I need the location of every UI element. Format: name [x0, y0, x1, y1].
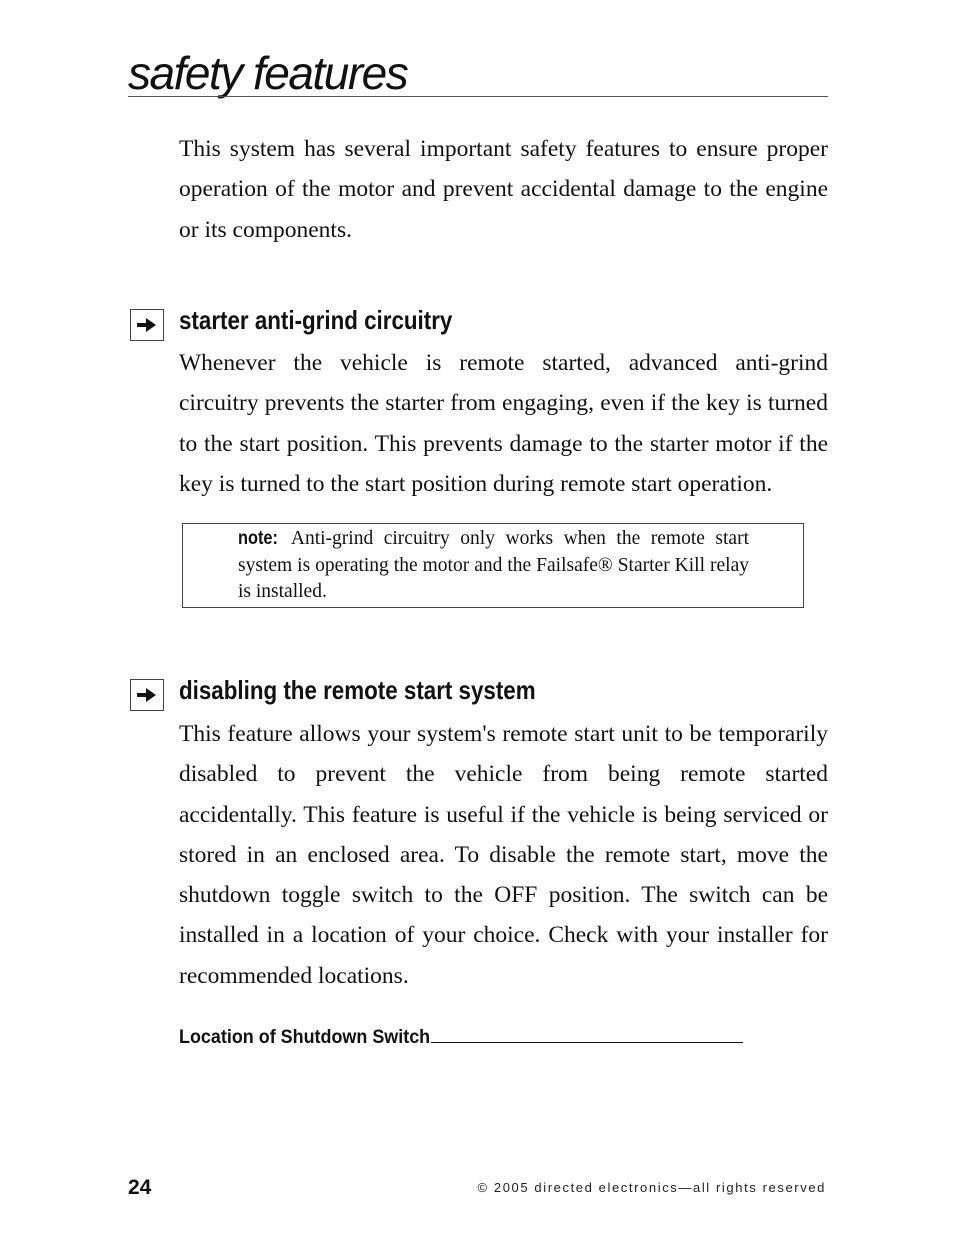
copyright-footer: © 2005 directed electronics—all rights reserved: [477, 1180, 826, 1195]
note-box: [182, 523, 804, 608]
anti-grind-paragraph: Whenever the vehicle is remote started, advanced anti-grind circuitry prevents the starter from engaging, even if the key is turned to the start position. This prevents damage to the starter motor if the key is turned to the start position during remote start operation.: [179, 350, 828, 497]
note-text: Anti-grind circuitry only works when the remote start system is operating the motor and the Failsafe® Starter Kill relay is installed.: [238, 528, 749, 602]
note-paragraph: [238, 526, 749, 606]
disabling-paragraph: This feature allows your system's remote start unit to be temporarily disabled to prevent the vehicle from being remote started accidentally. This feature is useful if the vehicle is being serviced or stored in an enclosed area. To disable the remote start, move the shutdown toggle switch to the OFF position. The switch can be installed in a location of your choice. Check with your installer for recommended locations.: [179, 721, 828, 989]
fill-in-blank-line: [431, 1042, 743, 1043]
page-title: safety features: [128, 47, 408, 99]
arrow-right-icon: [130, 309, 164, 341]
intro-paragraph: This system has several important safety features to ensure proper operation of the motor and prevent accidental damage to the engine or its components.: [179, 136, 828, 243]
section-heading-disabling: disabling the remote start system: [179, 675, 536, 705]
shutdown-switch-location-label: Location of Shutdown Switch: [179, 1026, 431, 1048]
shutdown-switch-location-field: [179, 1026, 743, 1049]
title-divider: [128, 96, 828, 97]
section-heading-anti-grind: starter anti-grind circuitry: [179, 305, 453, 335]
page-number: 24: [128, 1176, 152, 1199]
note-label: note:: [238, 528, 278, 549]
arrow-right-icon: [130, 679, 164, 711]
